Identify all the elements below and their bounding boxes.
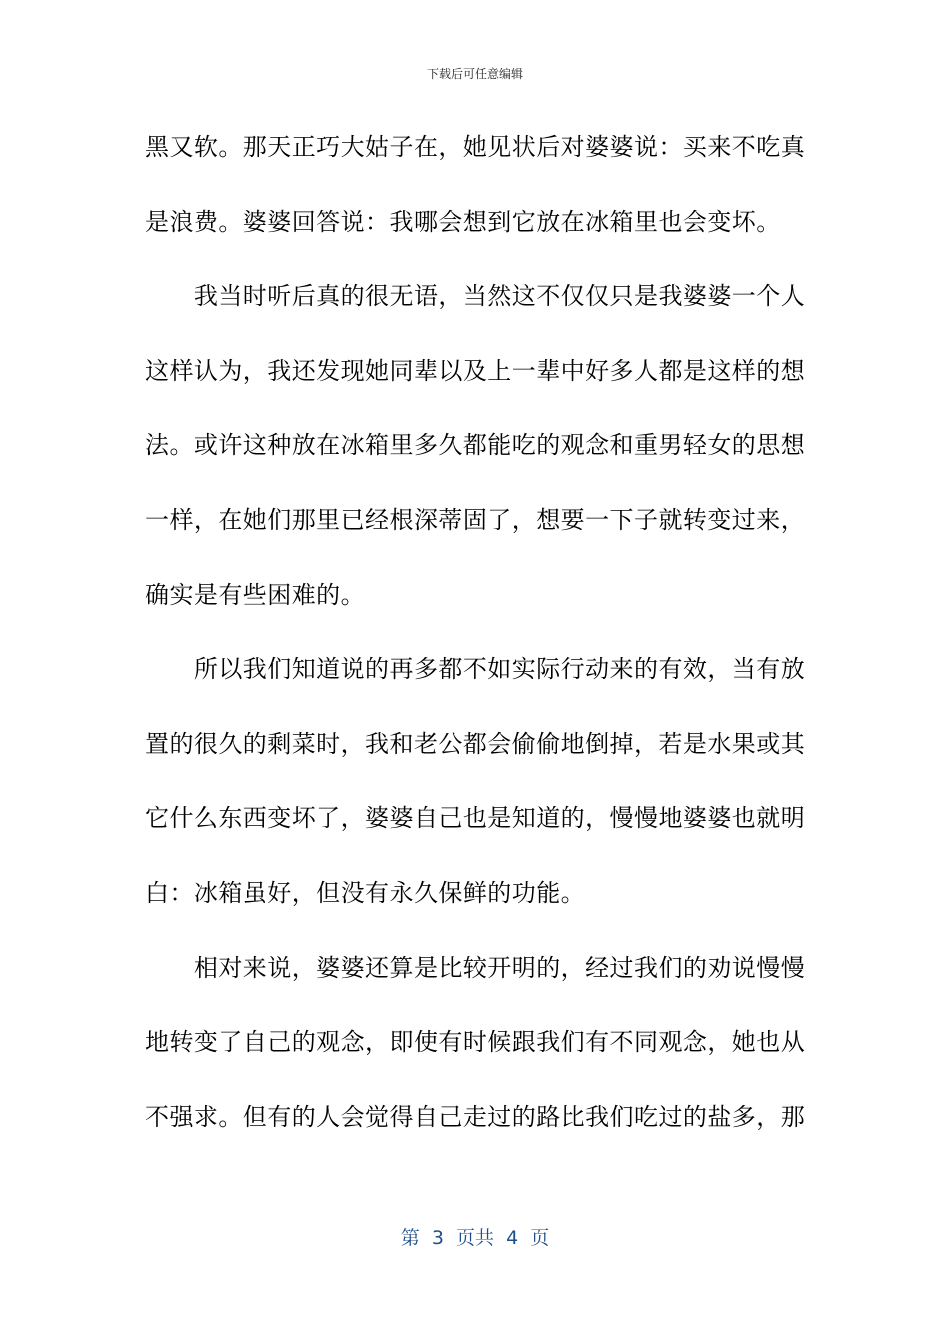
text-line: 确实是有些困难的。 xyxy=(145,580,366,609)
text-line: 所以我们知道说的再多都不如实际行动来的有效，当有放 xyxy=(145,655,806,684)
text-line: 这样认为，我还发现她同辈以及上一辈中好多人都是这样的想 xyxy=(145,356,806,385)
document-body xyxy=(145,110,806,1154)
text-line: 黑又软。那天正巧大姑子在，她见状后对婆婆说：买来不吃真 xyxy=(145,133,806,161)
text-line: 置的很久的剩菜时，我和老公都会偷偷地倒掉，若是水果或其 xyxy=(145,729,806,758)
text-line: 一样，在她们那里已经根深蒂固了，想要一下子就转变过来， xyxy=(145,505,806,534)
text-line: 法。或许这种放在冰箱里多久都能吃的观念和重男轻女的思想 xyxy=(145,431,806,460)
text-line: 它什么东西变坏了，婆婆自己也是知道的，慢慢地婆婆也就明 xyxy=(145,804,806,833)
text-line: 白：冰箱虽好，但没有永久保鲜的功能。 xyxy=(145,878,586,907)
text-line: 我当时听后真的很无语，当然这不仅仅只是我婆婆一个人 xyxy=(145,282,806,311)
text-line: 是浪费。婆婆回答说：我哪会想到它放在冰箱里也会变坏。 xyxy=(145,207,781,236)
page-number: 第 3 页共 4 页 xyxy=(400,1227,550,1249)
text-line: 地转变了自己的观念，即使有时候跟我们有不同观念，她也从 xyxy=(145,1028,806,1057)
text-line: 相对来说，婆婆还算是比较开明的，经过我们的劝说慢慢 xyxy=(145,953,806,982)
header-note: 下载后可任意编辑 xyxy=(426,67,523,81)
text-line: 不强求。但有的人会觉得自己走过的路比我们吃过的盐多，那 xyxy=(145,1102,806,1131)
